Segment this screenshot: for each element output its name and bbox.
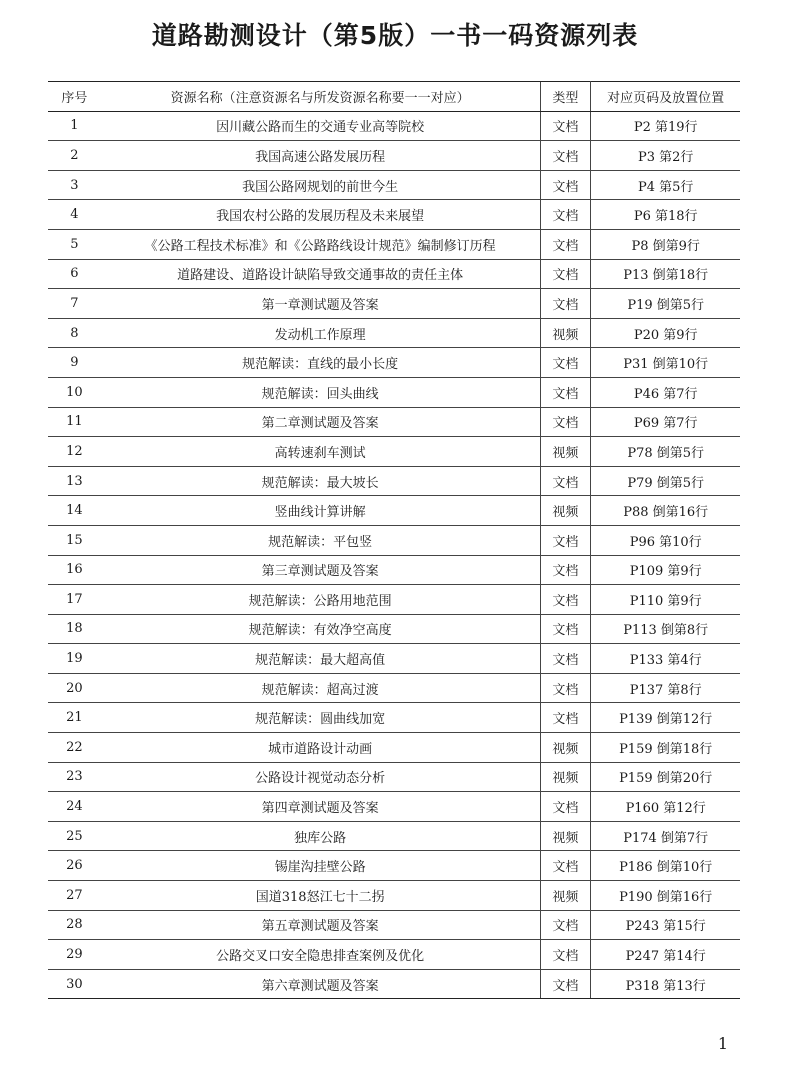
row-name: 规范解读：圆曲线加宽 bbox=[101, 703, 540, 733]
row-type: 文档 bbox=[540, 851, 591, 881]
row-name: 规范解读：最大超高值 bbox=[101, 644, 540, 674]
table-row bbox=[48, 673, 740, 703]
row-type: 文档 bbox=[540, 289, 591, 319]
row-name: 第三章测试题及答案 bbox=[101, 555, 540, 585]
row-position: P8 倒第9行 bbox=[591, 229, 740, 259]
row-type: 文档 bbox=[540, 141, 591, 171]
row-name: 因川藏公路而生的交通专业高等院校 bbox=[101, 111, 540, 141]
row-name: 我国公路网规划的前世今生 bbox=[101, 170, 540, 200]
header-position: 对应页码及放置位置 bbox=[591, 82, 740, 112]
table-row bbox=[48, 969, 740, 999]
row-num: 21 bbox=[48, 703, 101, 733]
table-row bbox=[48, 792, 740, 822]
row-num: 6 bbox=[48, 259, 101, 289]
row-num: 12 bbox=[48, 437, 101, 467]
table-row bbox=[48, 200, 740, 230]
row-position: P88 倒第16行 bbox=[591, 496, 740, 526]
row-type: 文档 bbox=[540, 910, 591, 940]
row-position: P13 倒第18行 bbox=[591, 259, 740, 289]
row-position: P4 第5行 bbox=[591, 170, 740, 200]
row-position: P78 倒第5行 bbox=[591, 437, 740, 467]
row-num: 28 bbox=[48, 910, 101, 940]
row-num: 27 bbox=[48, 881, 101, 911]
row-name: 规范解读：直线的最小长度 bbox=[101, 348, 540, 378]
row-position: P159 倒第18行 bbox=[591, 733, 740, 763]
row-num: 15 bbox=[48, 525, 101, 555]
row-name: 规范解读：最大坡长 bbox=[101, 466, 540, 496]
table-row bbox=[48, 703, 740, 733]
row-num: 23 bbox=[48, 762, 101, 792]
row-type: 文档 bbox=[540, 792, 591, 822]
row-name: 锡崖沟挂壁公路 bbox=[101, 851, 540, 881]
row-type: 文档 bbox=[540, 229, 591, 259]
row-type: 文档 bbox=[540, 111, 591, 141]
row-type: 视频 bbox=[540, 733, 591, 763]
row-num: 1 bbox=[48, 111, 101, 141]
row-type: 文档 bbox=[540, 969, 591, 999]
row-name: 第二章测试题及答案 bbox=[101, 407, 540, 437]
row-position: P69 第7行 bbox=[591, 407, 740, 437]
row-num: 24 bbox=[48, 792, 101, 822]
row-type: 文档 bbox=[540, 673, 591, 703]
row-position: P186 倒第10行 bbox=[591, 851, 740, 881]
row-name: 公路设计视觉动态分析 bbox=[101, 762, 540, 792]
row-type: 文档 bbox=[540, 466, 591, 496]
row-num: 7 bbox=[48, 289, 101, 319]
row-name: 第六章测试题及答案 bbox=[101, 969, 540, 999]
row-position: P243 第15行 bbox=[591, 910, 740, 940]
row-name: 道路建设、道路设计缺陷导致交通事故的责任主体 bbox=[101, 259, 540, 289]
table-row bbox=[48, 733, 740, 763]
row-num: 10 bbox=[48, 377, 101, 407]
row-name: 城市道路设计动画 bbox=[101, 733, 540, 763]
table-row bbox=[48, 762, 740, 792]
table-row bbox=[48, 851, 740, 881]
row-position: P110 第9行 bbox=[591, 585, 740, 615]
row-name: 第四章测试题及答案 bbox=[101, 792, 540, 822]
table-row bbox=[48, 318, 740, 348]
row-position: P113 倒第8行 bbox=[591, 614, 740, 644]
row-position: P137 第8行 bbox=[591, 673, 740, 703]
row-name: 《公路工程技术标准》和《公路路线设计规范》编制修订历程 bbox=[101, 229, 540, 259]
table-row bbox=[48, 348, 740, 378]
row-num: 30 bbox=[48, 969, 101, 999]
row-position: P2 第19行 bbox=[591, 111, 740, 141]
table-row bbox=[48, 437, 740, 467]
table-row bbox=[48, 910, 740, 940]
table-header-row bbox=[48, 82, 740, 112]
table-row bbox=[48, 940, 740, 970]
row-type: 视频 bbox=[540, 437, 591, 467]
row-type: 文档 bbox=[540, 525, 591, 555]
row-num: 22 bbox=[48, 733, 101, 763]
row-type: 视频 bbox=[540, 762, 591, 792]
row-position: P31 倒第10行 bbox=[591, 348, 740, 378]
row-num: 25 bbox=[48, 821, 101, 851]
row-name: 国道318怒江七十二拐 bbox=[101, 881, 540, 911]
row-name: 规范解读：公路用地范围 bbox=[101, 585, 540, 615]
table-row bbox=[48, 555, 740, 585]
row-name: 高转速刹车测试 bbox=[101, 437, 540, 467]
row-name: 规范解读：回头曲线 bbox=[101, 377, 540, 407]
row-type: 文档 bbox=[540, 348, 591, 378]
row-type: 文档 bbox=[540, 703, 591, 733]
resource-table bbox=[48, 81, 740, 999]
row-position: P159 倒第20行 bbox=[591, 762, 740, 792]
row-num: 16 bbox=[48, 555, 101, 585]
row-type: 文档 bbox=[540, 407, 591, 437]
table-row bbox=[48, 466, 740, 496]
row-type: 文档 bbox=[540, 585, 591, 615]
row-name: 发动机工作原理 bbox=[101, 318, 540, 348]
row-position: P318 第13行 bbox=[591, 969, 740, 999]
page-title: 道路勘测设计（第5版）一书一码资源列表 bbox=[151, 21, 639, 50]
table-row bbox=[48, 259, 740, 289]
table-row bbox=[48, 111, 740, 141]
row-position: P19 倒第5行 bbox=[591, 289, 740, 319]
row-name: 规范解读：有效净空高度 bbox=[101, 614, 540, 644]
row-position: P139 倒第12行 bbox=[591, 703, 740, 733]
row-type: 视频 bbox=[540, 821, 591, 851]
row-type: 文档 bbox=[540, 940, 591, 970]
table-row bbox=[48, 644, 740, 674]
row-type: 文档 bbox=[540, 170, 591, 200]
row-num: 14 bbox=[48, 496, 101, 526]
row-position: P79 倒第5行 bbox=[591, 466, 740, 496]
row-type: 文档 bbox=[540, 614, 591, 644]
row-num: 26 bbox=[48, 851, 101, 881]
row-num: 9 bbox=[48, 348, 101, 378]
row-name: 规范解读：平包竖 bbox=[101, 525, 540, 555]
row-position: P3 第2行 bbox=[591, 141, 740, 171]
row-num: 17 bbox=[48, 585, 101, 615]
row-name: 竖曲线计算讲解 bbox=[101, 496, 540, 526]
row-type: 文档 bbox=[540, 644, 591, 674]
row-name: 规范解读：超高过渡 bbox=[101, 673, 540, 703]
header-type: 类型 bbox=[540, 82, 591, 112]
row-type: 视频 bbox=[540, 318, 591, 348]
row-num: 13 bbox=[48, 466, 101, 496]
table-row bbox=[48, 229, 740, 259]
row-type: 文档 bbox=[540, 555, 591, 585]
header-name: 资源名称（注意资源名与所发资源名称要一一对应） bbox=[101, 82, 540, 112]
table-row bbox=[48, 170, 740, 200]
row-num: 18 bbox=[48, 614, 101, 644]
table-row bbox=[48, 525, 740, 555]
row-type: 文档 bbox=[540, 200, 591, 230]
row-num: 5 bbox=[48, 229, 101, 259]
table-row bbox=[48, 585, 740, 615]
table-row bbox=[48, 614, 740, 644]
table-row bbox=[48, 821, 740, 851]
row-position: P133 第4行 bbox=[591, 644, 740, 674]
table-row bbox=[48, 377, 740, 407]
table-body bbox=[48, 111, 740, 999]
row-type: 视频 bbox=[540, 496, 591, 526]
row-position: P109 第9行 bbox=[591, 555, 740, 585]
header-num: 序号 bbox=[48, 82, 101, 112]
page-number: 1 bbox=[717, 1034, 728, 1053]
row-position: P174 倒第7行 bbox=[591, 821, 740, 851]
row-name: 我国农村公路的发展历程及未来展望 bbox=[101, 200, 540, 230]
row-position: P46 第7行 bbox=[591, 377, 740, 407]
row-position: P6 第18行 bbox=[591, 200, 740, 230]
row-type: 文档 bbox=[540, 259, 591, 289]
row-position: P20 第9行 bbox=[591, 318, 740, 348]
table-row bbox=[48, 881, 740, 911]
row-type: 视频 bbox=[540, 881, 591, 911]
row-num: 20 bbox=[48, 673, 101, 703]
row-name: 独库公路 bbox=[101, 821, 540, 851]
row-num: 3 bbox=[48, 170, 101, 200]
row-num: 19 bbox=[48, 644, 101, 674]
row-position: P190 倒第16行 bbox=[591, 881, 740, 911]
row-num: 4 bbox=[48, 200, 101, 230]
row-name: 我国高速公路发展历程 bbox=[101, 141, 540, 171]
row-position: P247 第14行 bbox=[591, 940, 740, 970]
table-row bbox=[48, 407, 740, 437]
row-position: P160 第12行 bbox=[591, 792, 740, 822]
row-name: 公路交叉口安全隐患排查案例及优化 bbox=[101, 940, 540, 970]
row-position: P96 第10行 bbox=[591, 525, 740, 555]
row-num: 8 bbox=[48, 318, 101, 348]
row-num: 2 bbox=[48, 141, 101, 171]
row-num: 11 bbox=[48, 407, 101, 437]
row-type: 文档 bbox=[540, 377, 591, 407]
table-row bbox=[48, 289, 740, 319]
row-num: 29 bbox=[48, 940, 101, 970]
table-row bbox=[48, 141, 740, 171]
table-row bbox=[48, 496, 740, 526]
row-name: 第五章测试题及答案 bbox=[101, 910, 540, 940]
row-name: 第一章测试题及答案 bbox=[101, 289, 540, 319]
